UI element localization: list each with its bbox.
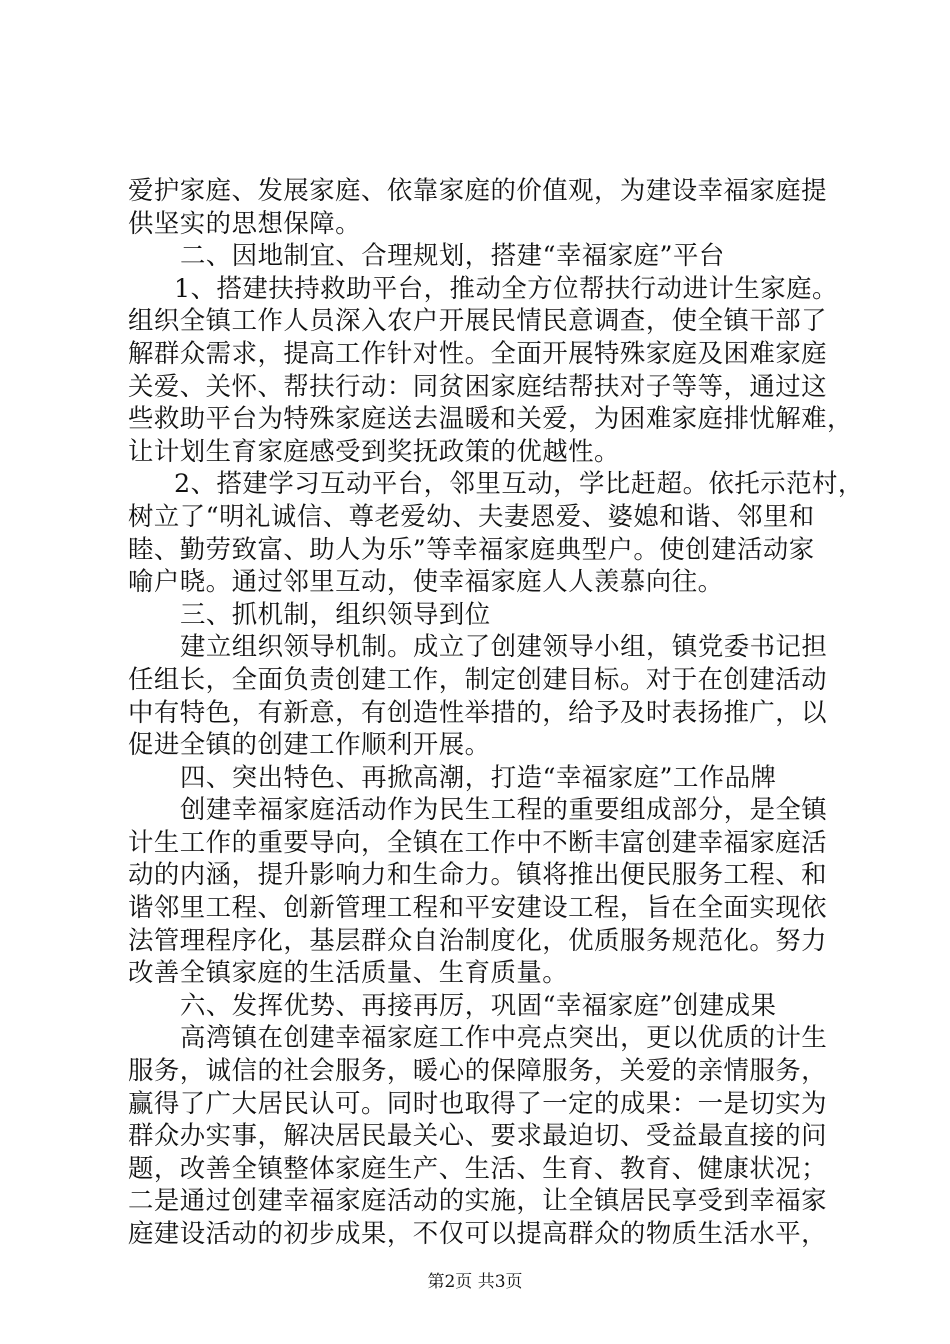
text-line: 二、因地制宜、合理规划，搭建“幸福家庭”平台 — [180, 240, 725, 271]
text-line: 六、发挥优势、再接再厉，巩固“幸福家庭”创建成果 — [180, 989, 777, 1020]
text-line: 些救助平台为特殊家庭送去温暖和关爱，为困难家庭排忧解难， — [128, 403, 853, 434]
text-line: 促进全镇的创建工作顺利开展。 — [128, 729, 491, 760]
text-line: 服务，诚信的社会服务，暖心的保障服务，关爱的亲情服务， — [128, 1055, 828, 1086]
text-line: 题，改善全镇整体家庭生产、生活、生育、教育、健康状况； — [128, 1152, 828, 1183]
document-body — [128, 174, 864, 1250]
text-line: 爱护家庭、发展家庭、依靠家庭的价值观，为建设幸福家庭提 — [128, 175, 828, 205]
text-line: 让计划生育家庭感受到奖抚政策的优越性。 — [128, 435, 620, 466]
text-line: 动的内涵，提升影响力和生命力。镇将推出便民服务工程、和 — [128, 859, 828, 890]
text-line: 赢得了广大居民认可。同时也取得了一定的成果：一是切实为 — [128, 1087, 828, 1118]
text-line: 法管理程序化，基层群众自治制度化，优质服务规范化。努力 — [128, 924, 828, 955]
text-line: 建立组织领导机制。成立了创建领导小组，镇党委书记担 — [180, 631, 828, 662]
text-line: 创建幸福家庭活动作为民生工程的重要组成部分，是全镇 — [180, 794, 828, 825]
text-line: 中有特色，有新意，有创造性举措的，给予及时表扬推广，以 — [128, 696, 828, 727]
text-line: 睦、勤劳致富、助人为乐”等幸福家庭典型户。使创建活动家 — [128, 533, 815, 564]
text-line: 组织全镇工作人员深入农户开展民情民意调查，使全镇干部了 — [128, 305, 828, 336]
text-line: 2、搭建学习互动平台，邻里互动，学比赶超。依托示范村， — [174, 468, 864, 499]
text-line: 关爱、关怀、帮扶行动：同贫困家庭结帮扶对子等等，通过这 — [128, 370, 828, 401]
page-footer: 第2页 共3页 — [427, 1272, 523, 1292]
text-line: 任组长，全面负责创建工作，制定创建目标。对于在创建活动 — [128, 663, 828, 694]
text-line: 供坚实的思想保障。 — [128, 207, 362, 238]
text-line: 树立了“明礼诚信、尊老爱幼、夫妻恩爱、婆媳和谐、邻里和 — [128, 500, 815, 531]
text-line: 计生工作的重要导向，全镇在工作中不断丰富创建幸福家庭活 — [128, 826, 828, 857]
text-line: 群众办实事，解决居民最关心、要求最迫切、受益最直接的问 — [128, 1120, 828, 1151]
text-line: 庭建设活动的初步成果，不仅可以提高群众的物质生活水平， — [128, 1218, 828, 1248]
text-line: 1、搭建扶持救助平台，推动全方位帮扶行动进计生家庭。 — [174, 272, 838, 303]
text-line: 四、突出特色、再掀高潮，打造“幸福家庭”工作品牌 — [180, 761, 777, 792]
text-line: 谐邻里工程、创新管理工程和平安建设工程，旨在全面实现依 — [128, 892, 828, 923]
text-line: 二是通过创建幸福家庭活动的实施，让全镇居民享受到幸福家 — [128, 1185, 828, 1216]
text-line: 改善全镇家庭的生活质量、生育质量。 — [128, 957, 569, 988]
text-line: 喻户晓。通过邻里互动，使幸福家庭人人羡慕向往。 — [128, 566, 724, 597]
text-line: 解群众需求，提高工作针对性。全面开展特殊家庭及困难家庭 — [128, 337, 828, 368]
text-line: 高湾镇在创建幸福家庭工作中亮点突出，更以优质的计生 — [180, 1022, 828, 1053]
text-line: 三、抓机制，组织领导到位 — [180, 598, 491, 629]
